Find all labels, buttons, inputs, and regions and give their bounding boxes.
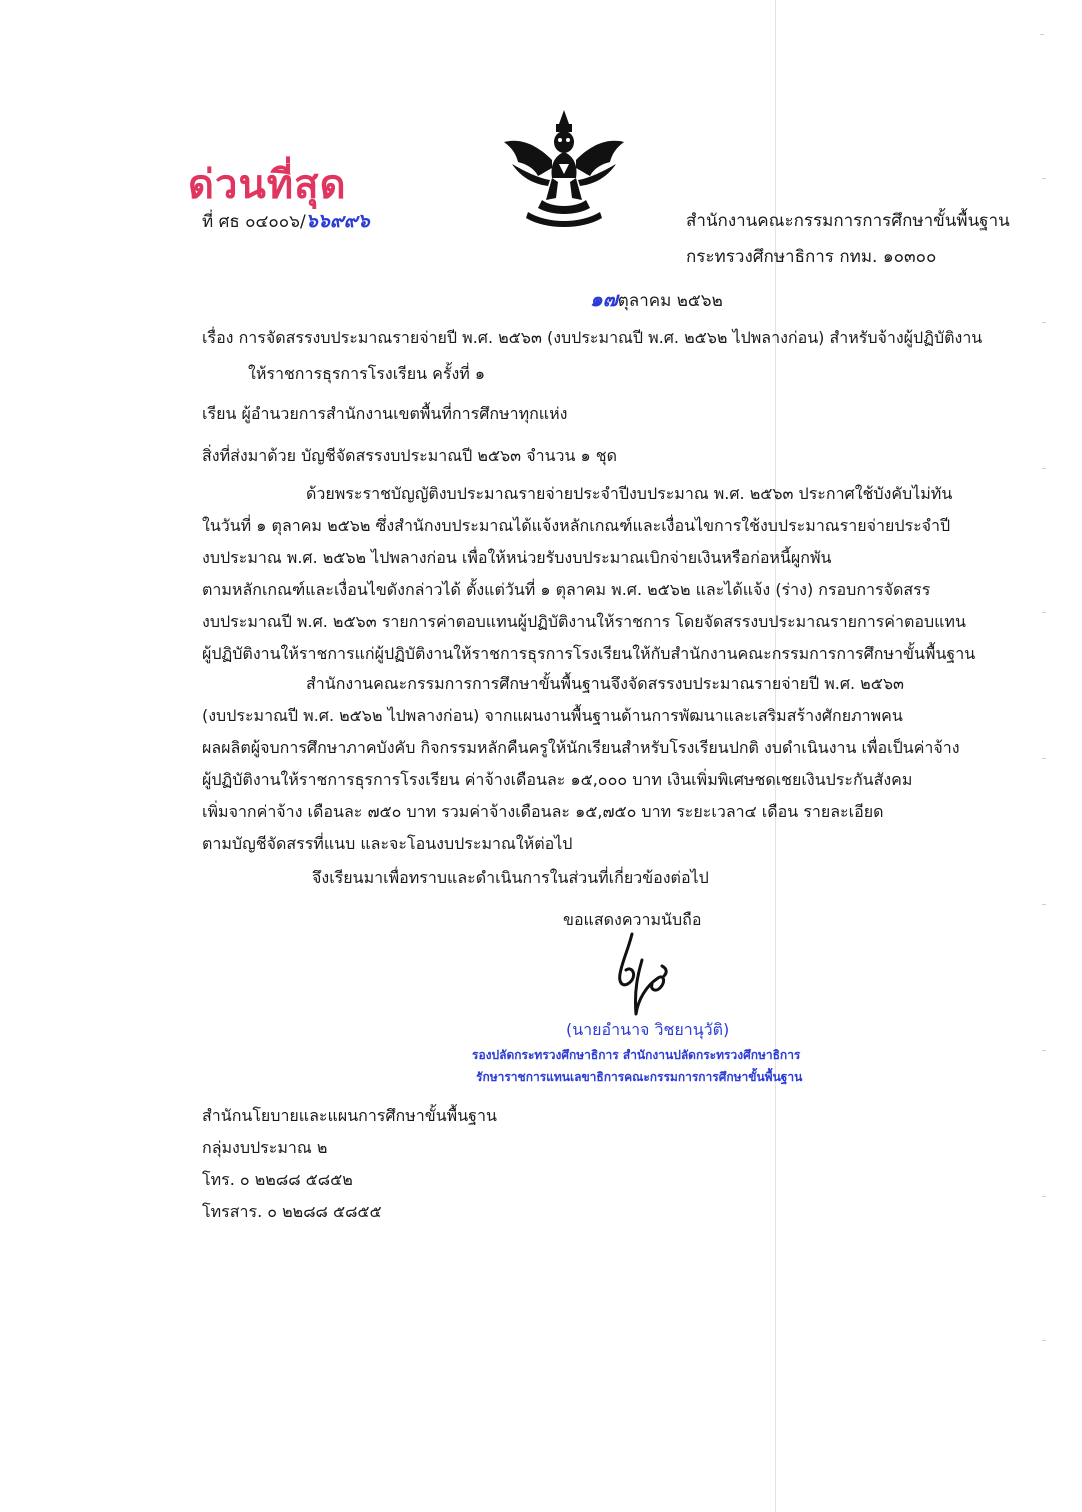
closing-sentence: จึงเรียนมาเพื่อทราบและดำเนินการในส่วนที่เกี่ยวข้องต่อไป — [312, 868, 709, 887]
paragraph-line: (งบประมาณปี พ.ศ. ๒๕๖๒ ไปพลางก่อน) จากแผนงานพื้นฐานด้านการพัฒนาและเสริมสร้างศักยภาพคน — [202, 706, 903, 725]
scan-speck — [1042, 904, 1046, 905]
scan-speck — [1042, 468, 1046, 469]
date-day-handwritten: ๑๗ — [590, 287, 618, 311]
scan-speck — [1040, 34, 1044, 35]
scan-speck — [1042, 322, 1046, 323]
garuda-emblem-icon — [498, 104, 630, 236]
paragraph-line: ผู้ปฏิบัติงานให้ราชการแก่ผู้ปฏิบัติงานให้ราชการธุรการโรงเรียนให้กับสำนักงานคณะกรรมการการศึกษาขั้นพื้นฐาน — [202, 644, 976, 663]
paragraph-line: งบประมาณ พ.ศ. ๒๕๖๒ ไปพลางก่อน เพื่อให้หน่วยรับงบประมาณเบิกจ่ายเงินหรือก่อหนี้ผูกพัน — [202, 548, 832, 567]
addressee: เรียน ผู้อำนวยการสำนักงานเขตพื้นที่การศึกษาทุกแห่ง — [202, 404, 568, 423]
urgency-stamp: ด่วนที่สุด — [188, 162, 347, 208]
document-number-handwritten: ๖๖๙๙๖ — [305, 210, 370, 232]
paragraph-line: งบประมาณปี พ.ศ. ๒๕๖๓ รายการค่าตอบแทนผู้ปฏิบัติงานให้ราชการ โดยจัดสรรงบประมาณรายการค่าตอบแทน — [202, 612, 966, 631]
subject-line: เรื่อง การจัดสรรงบประมาณรายจ่ายปี พ.ศ. ๒๕๖๓ (งบประมาณปี พ.ศ. ๒๕๖๒ ไปพลางก่อน) สำหรับจ้างผู้ปฏิบัติงาน — [202, 328, 983, 347]
paragraph-line: ตามหลักเกณฑ์และเงื่อนไขดังกล่าวได้ ตั้งแต่วันที่ ๑ ตุลาคม พ.ศ. ๒๕๖๒ และได้แจ้ง (ร่าง) กรอบการจัดสรร — [202, 580, 931, 599]
signer-name: (นายอำนาจ วิชยานุวัติ) — [566, 1020, 730, 1039]
footer-telephone: โทร. ๐ ๒๒๘๘ ๕๘๕๒ — [202, 1170, 353, 1189]
scan-speck — [1042, 1050, 1046, 1051]
letter-date — [590, 283, 723, 315]
paragraph-line: เพิ่มจากค่าจ้าง เดือนละ ๗๕๐ บาท รวมค่าจ้างเดือนละ ๑๕,๗๕๐ บาท ระยะเวลา๔ เดือน รายละเอียด — [202, 802, 884, 821]
issuer-ministry: กระทรวงศึกษาธิการ กทม. ๑๐๓๐๐ — [686, 247, 937, 267]
document-number — [202, 206, 370, 236]
footer-fax: โทรสาร. ๐ ๒๒๘๘ ๕๘๕๕ — [202, 1202, 382, 1221]
scan-speck — [1042, 1340, 1046, 1341]
handwritten-signature — [602, 930, 682, 1020]
footer-group: กลุ่มงบประมาณ ๒ — [202, 1138, 328, 1157]
issuer-office: สำนักงานคณะกรรมการการศึกษาขั้นพื้นฐาน — [686, 211, 1010, 231]
subject-line-continued: ให้ราชการธุรการโรงเรียน ครั้งที่ ๑ — [248, 364, 486, 383]
document-number-prefix: ที่ ศธ ๐๔๐๐๖/ — [202, 212, 306, 232]
footer-unit: สำนักนโยบายและแผนการศึกษาขั้นพื้นฐาน — [202, 1106, 497, 1125]
scan-speck — [1042, 1196, 1046, 1197]
paragraph-line: ตามบัญชีจัดสรรที่แนบ และจะโอนงบประมาณให้ต่อไป — [202, 834, 573, 853]
complimentary-close: ขอแสดงความนับถือ — [563, 910, 702, 929]
date-month-year: ตุลาคม ๒๕๖๒ — [617, 291, 723, 311]
signer-position-2: รักษาราชการแทนเลขาธิการคณะกรรมการการศึกษาขั้นพื้นฐาน — [476, 1070, 803, 1084]
enclosure: สิ่งที่ส่งมาด้วย บัญชีจัดสรรงบประมาณปี ๒๕๖๓ จำนวน ๑ ชุด — [202, 446, 617, 465]
paragraph-line: ด้วยพระราชบัญญัติงบประมาณรายจ่ายประจำปีงบประมาณ พ.ศ. ๒๕๖๓ ประกาศใช้บังคับไม่ทัน — [306, 484, 953, 503]
paragraph-line: ผู้ปฏิบัติงานให้ราชการธุรการโรงเรียน ค่าจ้างเดือนละ ๑๕,๐๐๐ บาท เงินเพิ่มพิเศษชดเชยเงินประกันสังคม — [202, 770, 913, 789]
scan-speck — [1042, 758, 1046, 759]
scan-speck — [1042, 178, 1046, 179]
paragraph-line: ผลผลิตผู้จบการศึกษาภาคบังคับ กิจกรรมหลักคืนครูให้นักเรียนสำหรับโรงเรียนปกติ งบดำเนินงาน เพื่อเป็นค่าจ้าง — [202, 738, 960, 757]
body-paragraph-2 — [202, 668, 992, 860]
body-paragraph-1 — [202, 478, 992, 670]
paragraph-line: ในวันที่ ๑ ตุลาคม ๒๕๖๒ ซึ่งสำนักงบประมาณได้แจ้งหลักเกณฑ์และเงื่อนไขการใช้งบประมาณรายจ่ายประจำปี — [202, 516, 951, 535]
scan-speck — [1042, 612, 1046, 613]
signer-position-1: รองปลัดกระทรวงศึกษาธิการ สำนักงานปลัดกระทรวงศึกษาธิการ — [472, 1048, 801, 1062]
paragraph-line: สำนักงานคณะกรรมการการศึกษาขั้นพื้นฐานจึงจัดสรรงบประมาณรายจ่ายปี พ.ศ. ๒๕๖๓ — [306, 674, 904, 693]
